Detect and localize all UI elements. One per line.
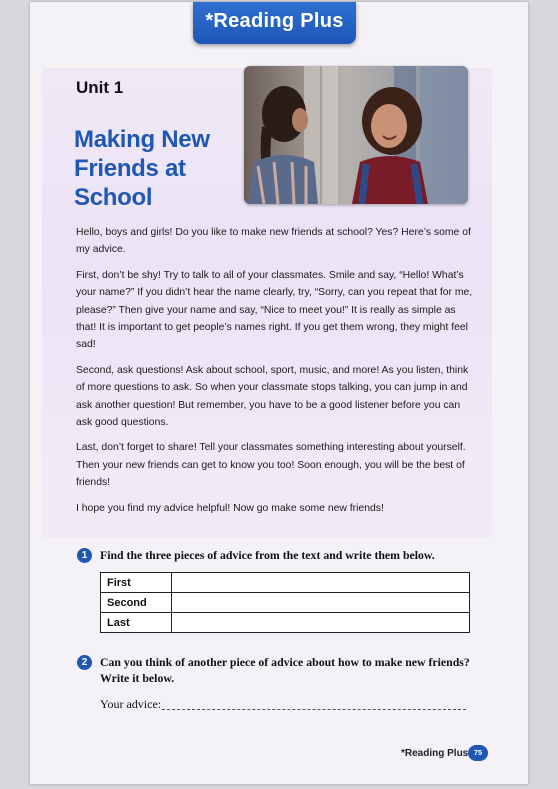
paragraph-intro: Hello, boys and girls! Do you like to make new friends at school? Yes? Here’s some of my advice. xyxy=(76,227,471,256)
question-2-number: 2 xyxy=(77,655,92,670)
article-photo xyxy=(244,66,468,204)
table-row xyxy=(101,573,470,593)
paragraph-closing: I hope you find my advice helpful! Now go make some new friends! xyxy=(76,502,384,514)
footer-section-label: *Reading Plus xyxy=(401,748,469,759)
your-advice-label: Your advice: xyxy=(100,697,162,711)
article-body xyxy=(76,224,474,525)
row-label-first: First xyxy=(101,573,172,593)
section-title: *Reading Plus xyxy=(205,10,344,32)
advice-table xyxy=(100,572,470,633)
your-advice-answer-line[interactable] xyxy=(162,709,466,710)
question-2-line-2: Write it below. xyxy=(100,671,175,685)
article-title-line-2: Friends at School xyxy=(74,155,186,211)
paragraph-first: First, don’t be shy! Try to talk to all of your classmates. Smile and say, “Hello! What’s your name?” If you didn’t hear the name clearly, try, “Sorry, can you repeat that for me, please?” Then give your name and say, “Nice to meet you!” It is really as simple as that! It is important to get people’s names right. If you get them wrong, they might feel sad! xyxy=(76,269,473,351)
section-header-tab xyxy=(193,2,356,44)
answer-cell-second[interactable] xyxy=(172,593,470,613)
two-girls-at-lockers-image xyxy=(244,66,468,204)
question-2-line-1: Can you think of another piece of advice about how to make new friends? xyxy=(100,655,470,669)
question-1-text: Find the three pieces of advice from the text and write them below. xyxy=(100,548,435,562)
answer-cell-first[interactable] xyxy=(172,573,470,593)
question-1-number: 1 xyxy=(77,548,92,563)
row-label-last: Last xyxy=(101,613,172,633)
unit-label: Unit 1 xyxy=(76,78,124,97)
question-2-text xyxy=(100,654,490,686)
table-row xyxy=(101,593,470,613)
page-number-badge: 75 xyxy=(468,745,488,761)
table-row xyxy=(101,613,470,633)
article-title xyxy=(74,125,244,212)
paragraph-last: Last, don’t forget to share! Tell your classmates something interesting about yourself. Then your new friends can get to know you too! Soon enough, you will be the best of friends! xyxy=(76,442,466,489)
answer-cell-last[interactable] xyxy=(172,613,470,633)
paragraph-second: Second, ask questions! Ask about school, sport, music, and more! As you listen, think of more questions to ask. So when your classmate stops talking, you can jump in and ask another question! But remember, you have to be a good listener before you can ask good questions. xyxy=(76,364,469,429)
row-label-second: Second xyxy=(101,593,172,613)
article-title-line-1: Making New xyxy=(74,126,210,153)
